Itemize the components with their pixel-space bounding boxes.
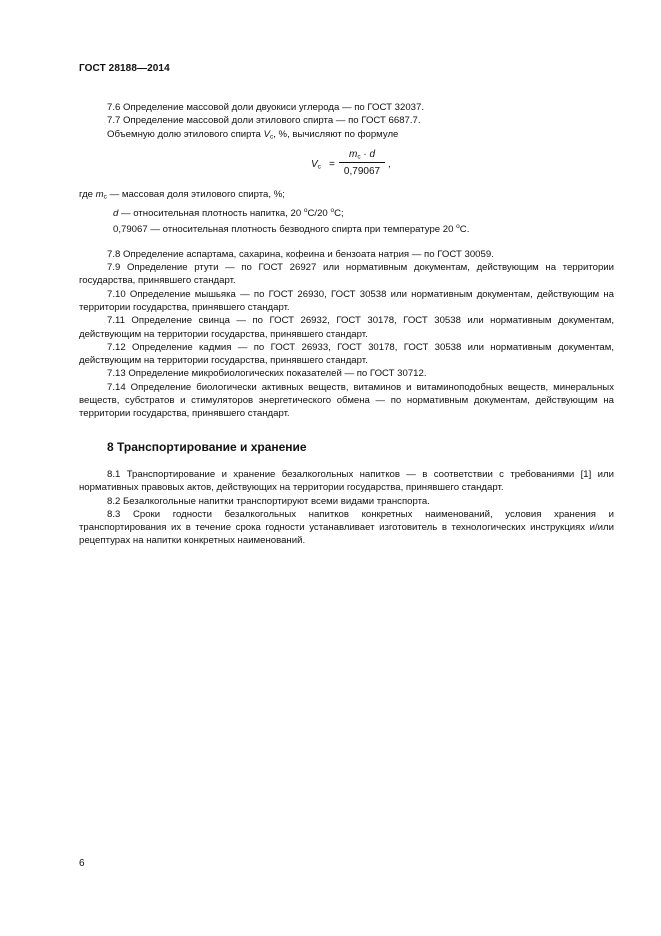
intro-text: Объемную долю этилового спирта [107,128,264,140]
legend-line-mc: где $m_c$ — массовая доля этилового спирта, %; [79,189,285,201]
formula-equals: = [329,159,335,171]
ethanol-volume-formula [79,148,614,182]
formula-legend [79,188,614,236]
paragraph-8-3: 8.3 Сроки годности безалкогольных напитков конкретных наименований, условия хранения и транспортирования их в течение срока годности устанавливает изготовитель в технологических инструкциях и/или рецептурах на напитки конкретных наименований. [79,508,614,547]
paragraph-7-8: 7.8 Определение аспартама, сахарина, кофеина и бензоата натрия — по ГОСТ 30059. [107,248,494,260]
document-code-header: ГОСТ 28188—2014 [79,63,170,74]
paragraph-7-11: 7.11 Определение свинца — по ГОСТ 26932, ГОСТ 30178, ГОСТ 30538 или нормативным документам, действующим на территории государства, принявшего стандарт. [79,315,614,340]
paragraph-8-1: 8.1 Транспортирование и хранение безалкогольных напитков — в соответствии с требованиями [1] или нормативных правовых актов, действующих на территории государства, принявшего стандарт. [79,468,614,494]
formula-lhs: $V_c$ [311,159,321,171]
paragraph-7-9: 7.9 Определение ртути — по ГОСТ 26927 или нормативным документам, действующим на территории государства, принявшего стандарт. [79,262,614,287]
paragraph-7-10: 7.10 Определение мышьяка — по ГОСТ 26930, ГОСТ 30538 или нормативным документам, действующим на территории государства, принявшего стандарт. [79,288,614,313]
intro-variable-subscript: c [269,133,274,141]
paragraph-7-13: 7.13 Определение микробиологических показателей — по ГОСТ 30712. [107,368,427,380]
paragraph-volume-intro [79,128,614,144]
paragraph-7-14: 7.14 Определение биологически активных веществ, витаминов и витаминоподобных веществ, минеральных веществ, субстратов и стимуляторов энергетического обмена — по нормативным документам, действующим на территории государства, принявшего стандарт. [79,381,614,420]
intro-variable: V [263,128,270,140]
paragraph-7-7: 7.7 Определение массовой доли этилового спирта — по ГОСТ 6687.7. [107,115,421,127]
formula-numerator: $m_c \cdot d$ [348,149,376,161]
formula-fraction-bar [339,162,385,163]
paragraph-7-12: 7.12 Определение кадмия — по ГОСТ 26933, ГОСТ 30178, ГОСТ 30538 или нормативным документам, действующим на территории государства, принявшего стандарт. [79,341,614,367]
paragraph-8-2: 8.2 Безалкогольные напитки транспортируют всеми видами транспорта. [107,495,430,507]
document-body [79,101,614,548]
formula-comma: , [388,159,391,171]
paragraph-7-6: 7.6 Определение массовой доли двуокиси углерода — по ГОСТ 32037. [107,102,424,113]
intro-text-end: , %, вычисляют по формуле [273,128,399,140]
page-number: 6 [79,858,85,869]
section-8-title: 8 Транспортирование и хранение [107,439,307,454]
legend-line-constant: 0,79067 — относительная плотность безводного спирта при температуре 20 $^o$С. [113,223,470,236]
formula-denominator: 0,79067 [343,166,381,178]
legend-line-d: d — относительная плотность напитка, 20 $^o$С/20 $^o$С; [113,207,344,220]
